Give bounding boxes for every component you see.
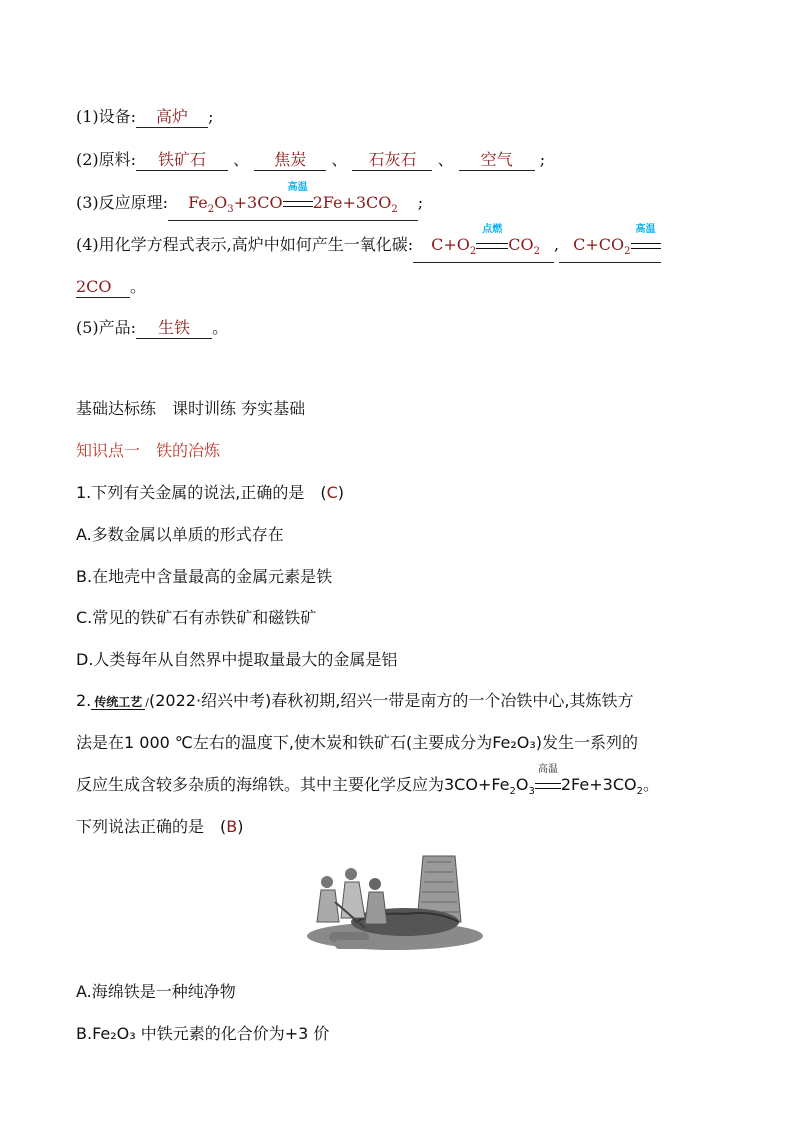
answer-pig-iron: 生铁 — [136, 318, 212, 339]
q1-equipment-line — [76, 106, 213, 128]
ironmaking-illustration — [305, 852, 487, 952]
condition-high-temp — [631, 224, 661, 255]
answer-limestone: 石灰石 — [352, 150, 432, 171]
q1-option-a: A.多数金属以单质的形式存在 — [76, 525, 284, 544]
condition-high-temp — [535, 764, 561, 796]
q2-option-a: A.海绵铁是一种纯净物 — [76, 982, 236, 1001]
q4-co-production-line — [76, 224, 661, 263]
answer-coke: 焦炭 — [254, 150, 326, 171]
q3-label: (3)反应原理: — [76, 193, 169, 212]
close-paren: ) — [237, 817, 244, 836]
close-paren: ) — [337, 483, 345, 502]
answer-2co: 2CO — [76, 277, 130, 298]
answer-reaction-equation: $Fe_2O_3+3CO$ 高温 $2Fe+3CO_2$ — [168, 193, 418, 221]
q3-principle-line — [76, 182, 424, 221]
question-2-answer: B — [226, 817, 238, 836]
answer-iron-ore: 铁矿石 — [136, 150, 228, 171]
question-1-answer: C — [326, 483, 338, 502]
question-2-stem — [76, 816, 243, 838]
tag-slash: / — [145, 696, 149, 709]
condition-label: 高温 — [537, 764, 558, 775]
q1-option-b: B.在地壳中含量最高的金属元素是铁 — [76, 567, 333, 586]
q1-option-d: D.人类每年从自然界中提取量最大的金属是铝 — [76, 650, 398, 669]
ironmaking-illustration-svg — [305, 852, 487, 952]
answer-reduction-equation: $C+CO_2$ 高温 — [559, 235, 660, 263]
q1-label: (1)设备: — [76, 107, 137, 126]
condition-label: 高温 — [287, 182, 308, 193]
q2-option-b: B.Fe₂O₃ 中铁元素的化合价为+3 价 — [76, 1024, 330, 1043]
knowledge-point-heading: 知识点一 铁的冶炼 — [76, 441, 221, 460]
condition-ignite — [476, 224, 508, 255]
question-2-line1 — [76, 690, 633, 714]
q5-product-line — [76, 317, 228, 339]
q5-end: 。 — [212, 318, 229, 337]
condition-label: 高温 — [635, 224, 656, 235]
separator: 、 — [437, 150, 454, 169]
q5-label: (5)产品: — [76, 318, 137, 337]
question-2-text: 下列说法正确的是 ( — [76, 817, 227, 836]
traditional-craft-tag: 传统工艺 — [91, 695, 145, 710]
q2-label: (2)原料: — [76, 150, 137, 169]
question-1-stem — [76, 482, 344, 504]
q1-suffix: ; — [208, 107, 214, 126]
question-2-number: 2. — [76, 691, 92, 710]
question-2-line3: 反应生成含较多杂质的海绵铁。其中主要化学反应为$3CO+Fe_2O_3$ 高温 $2Fe+3CO_2$。 — [76, 774, 659, 803]
question-2-text-line1: (2022·绍兴中考)春秋初期,绍兴一带是南方的一个冶铁中心,其炼铁方 — [149, 691, 634, 710]
question-2-text-line3: 反应生成含较多杂质的海绵铁。其中主要化学反应为3CO+Fe — [76, 775, 510, 794]
question-1-text: 1.下列有关金属的说法,正确的是 ( — [76, 483, 327, 502]
section-title: 基础达标练 课时训练 夯实基础 — [76, 399, 306, 418]
q3-suffix: ; — [417, 193, 424, 212]
q4-label: (4)用化学方程式表示,高炉中如何产生一氧化碳: — [76, 235, 414, 254]
answer-air: 空气 — [459, 150, 535, 171]
q4-end: 。 — [130, 277, 147, 296]
q2-materials-line — [76, 149, 545, 171]
separator: 、 — [331, 150, 348, 169]
q2-suffix: ; — [539, 150, 546, 169]
q1-option-c: C.常见的铁矿石有赤铁矿和磁铁矿 — [76, 608, 317, 627]
q4-continuation-line — [76, 276, 146, 298]
separator: 、 — [233, 150, 250, 169]
condition-high-temp — [283, 182, 313, 213]
comma: , — [554, 235, 560, 254]
answer-combustion-equation: $C+O_2$ 点燃 $CO_2$ — [413, 235, 554, 263]
condition-label: 点燃 — [482, 224, 503, 235]
question-2-line2: 法是在1 000 ℃左右的温度下,使木炭和铁矿石(主要成分为Fe₂O₃)发生一系列的 — [76, 733, 639, 752]
answer-equipment: 高炉 — [136, 107, 208, 128]
